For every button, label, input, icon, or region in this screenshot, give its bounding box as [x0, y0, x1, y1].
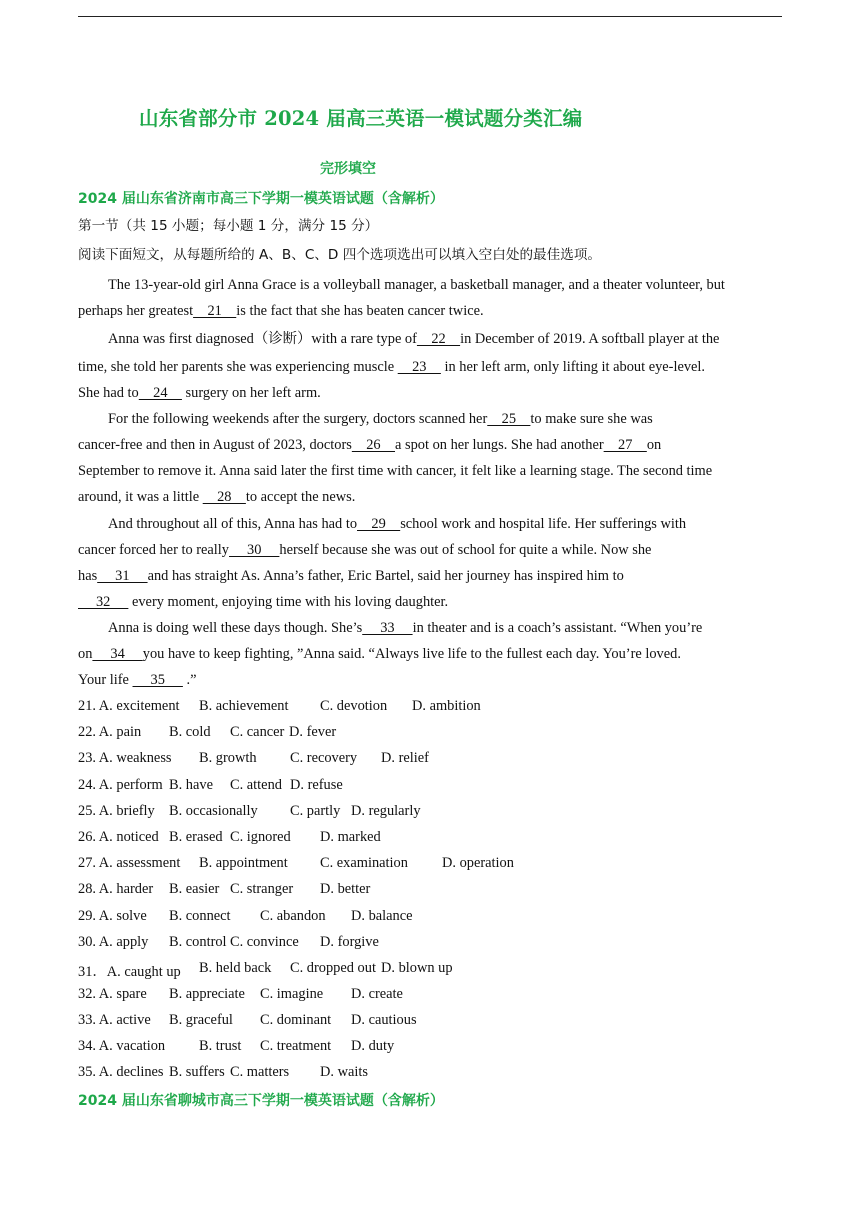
passage-line: September to remove it. Anna said later the first time with cancer, it felt like a learning stage. The second time: [78, 463, 713, 479]
blank-33: 33: [362, 620, 413, 636]
blank-23: 23: [397, 359, 441, 375]
blank-24: 24: [138, 385, 182, 401]
blank-34: 34: [92, 646, 143, 662]
passage-line: has 31 and has straight As. Anna’s father, Eric Bartel, said her journey has inspired him to: [78, 568, 624, 584]
passage-line: She had to 24 surgery on her left arm.: [78, 385, 321, 401]
passage-line: For the following weekends after the surgery, doctors scanned her 25 to make sure she was: [108, 411, 653, 427]
passage-line: The 13-year-old girl Anna Grace is a volleyball manager, a basketball manager, and a theater volunteer, but: [108, 277, 725, 293]
blank-26: 26: [351, 437, 396, 453]
passage-line: time, she told her parents she was experiencing muscle 23 in her left arm, only lifting it about eye-level.: [78, 359, 706, 375]
option-row-23: 23. A. weakness B. growth C. recovery D. relief: [78, 750, 429, 766]
option-row-30: 30. A. apply B. control C. convince D. forgive: [78, 934, 379, 950]
blank-21: 21: [193, 303, 237, 319]
passage-line: Anna was first diagnosed（诊断）with a rare type of 22 in December of 2019. A softball player at the: [108, 331, 720, 347]
option-row-29: 29. A. solve B. connect C. abandon D. balance: [78, 908, 413, 924]
option-row-25: 25. A. briefly B. occasionally C. partly D. regularly: [78, 803, 421, 819]
blank-29: 29: [357, 516, 401, 532]
exam-source-heading-2: 2024 届山东省聊城市高三下学期一模英语试题（含解析）: [78, 1093, 444, 1109]
option-row-21: 21. A. excitement B. achievement C. devotion D. ambition: [78, 698, 481, 714]
passage-line: 32 every moment, enjoying time with his loving daughter.: [78, 594, 449, 610]
blank-32: 32: [78, 594, 129, 610]
blank-28: 28: [202, 489, 246, 505]
option-row-28: 28. A. harder B. easier C. stranger D. better: [78, 881, 371, 897]
option-row-26: 26. A. noticed B. erased C. ignored D. marked: [78, 829, 381, 845]
passage-line: And throughout all of this, Anna has had to 29 school work and hospital life. Her sufferings with: [108, 516, 687, 532]
passage-line: cancer-free and then in August of 2023, doctors 26 a spot on her lungs. She had another 27 on: [78, 437, 662, 453]
option-row-27: 27. A. assessment B. appointment C. examination D. operation: [78, 855, 514, 871]
option-row-34: 34. A. vacation B. trust C. treatment D. duty: [78, 1038, 395, 1054]
option-row-24: 24. A. perform B. have C. attend D. refuse: [78, 777, 343, 793]
blank-25: 25: [487, 411, 531, 427]
passage-line: Anna is doing well these days though. She’s 33 in theater and is a coach’s assistant. “When you’re: [108, 620, 703, 636]
direction-text: 阅读下面短文，从每题所给的 A、B、C、D 四个选项选出可以填入空白处的最佳选项。: [78, 247, 602, 263]
blank-31: 31: [97, 568, 148, 584]
blank-22: 22: [416, 331, 461, 347]
option-row-22: 22. A. pain B. cold C. cancer D. fever: [78, 724, 337, 740]
section-heading: 完形填空: [320, 161, 376, 177]
passage-line: cancer forced her to really 30 herself because she was out of school for quite a while. Now she: [78, 542, 652, 558]
option-row-32: 32. A. spare B. appreciate C. imagine D. create: [78, 986, 403, 1002]
passage-line: perhaps her greatest 21 is the fact that she has beaten cancer twice.: [78, 303, 484, 319]
option-row-33: 33. A. active B. graceful C. dominant D. cautious: [78, 1012, 417, 1028]
blank-30: 30: [229, 542, 280, 558]
exam-source-heading: 2024 届山东省济南市高三下学期一模英语试题（含解析）: [78, 191, 444, 207]
part-instruction: 第一节（共 15 小题；每小题 1 分，满分 15 分）: [78, 218, 379, 234]
top-rule: [78, 16, 782, 17]
option-row-35: 35. A. declines B. suffers C. matters D. waits: [78, 1064, 368, 1080]
blank-35: 35: [132, 672, 183, 688]
passage-line: on 34 you have to keep fighting, ”Anna said. “Always live life to the fullest each day. You’re loved.: [78, 646, 681, 662]
passage-line: around, it was a little 28 to accept the news.: [78, 489, 356, 505]
blank-27: 27: [603, 437, 647, 453]
option-row-31: 31．A. caught up B. held back C. dropped out D. blown up: [78, 960, 453, 980]
passage-line: Your life 35 .”: [78, 672, 197, 688]
page-title: 山东省部分市 2024 届高三英语一模试题分类汇编: [139, 107, 583, 130]
